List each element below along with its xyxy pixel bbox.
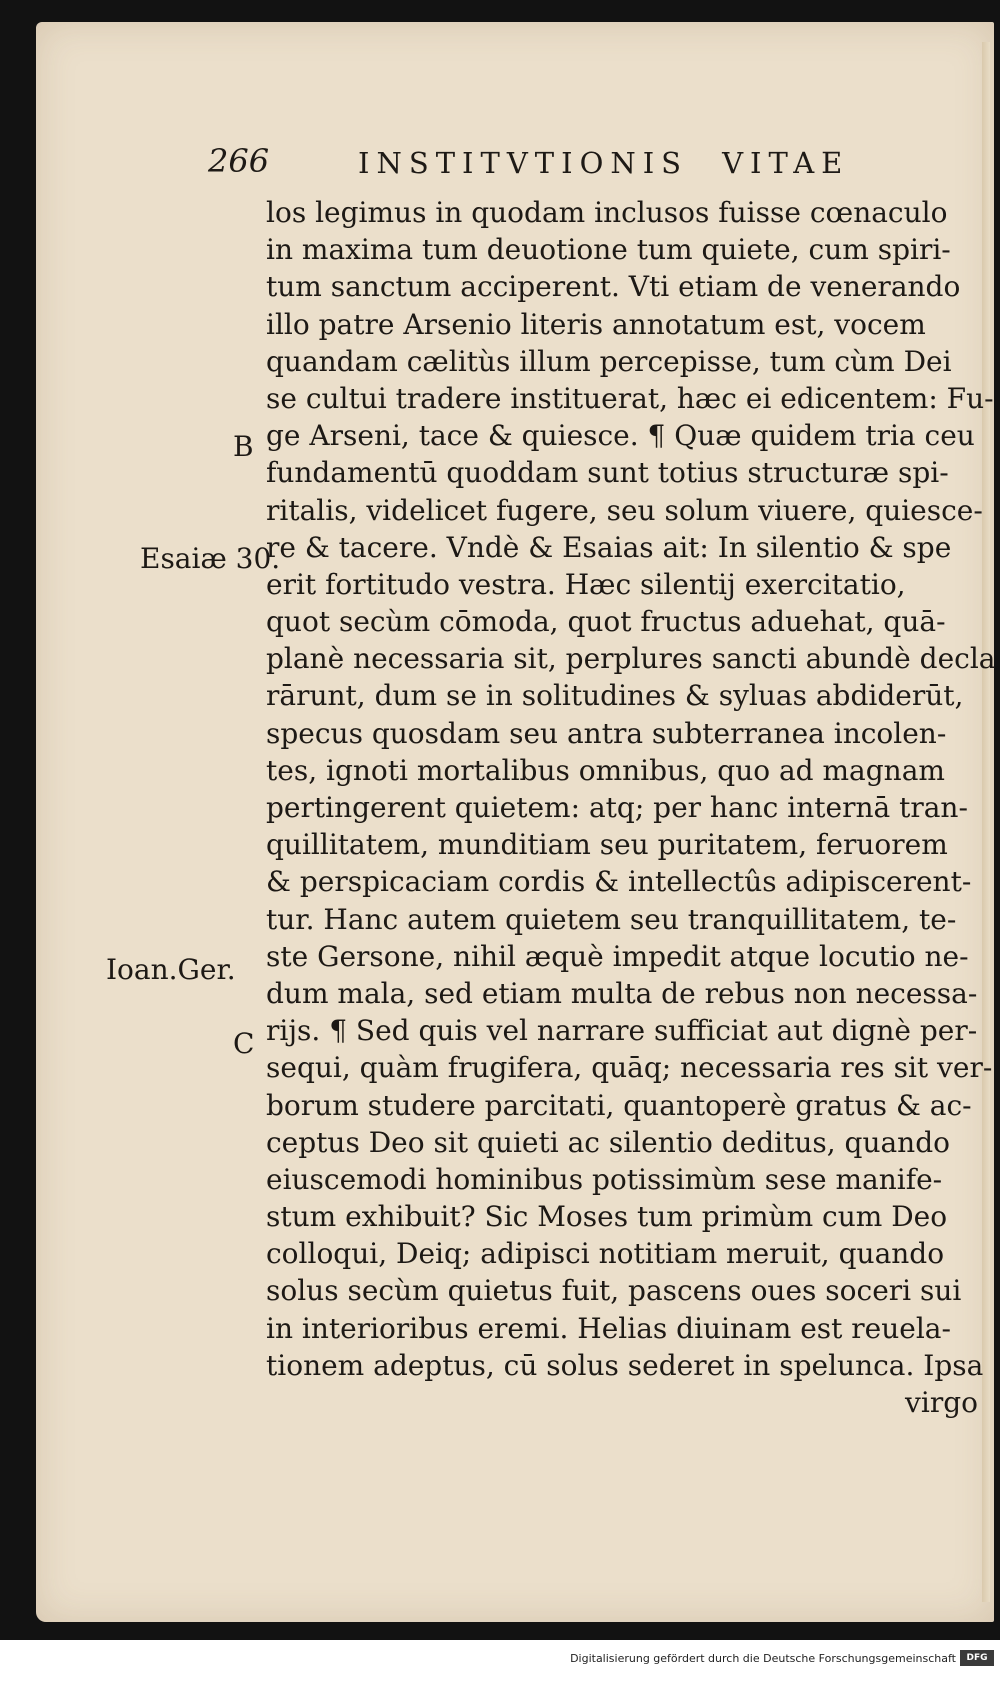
text-line: quillitatem, munditiam seu puritatem, feruorem bbox=[266, 828, 948, 862]
text-line: in interioribus eremi. Helias diuinam est reuela- bbox=[266, 1311, 951, 1345]
body-text bbox=[266, 194, 996, 1421]
text-line: re & tacere. Vndè & Esaias ait: In silentio & spe bbox=[266, 530, 952, 564]
text-line: illo patre Arsenio literis annotatum est, vocem bbox=[266, 307, 926, 341]
text-line: erit fortitudo vestra. Hæc silentij exercitatio, bbox=[266, 567, 906, 601]
margin-note-ioan: Ioan.Ger. bbox=[106, 953, 236, 986]
text-line: sequi, quàm frugifera, quāq; necessaria res sit ver- bbox=[266, 1051, 993, 1085]
text-line: ge Arseni, tace & quiesce. ¶ Quæ quidem tria ceu bbox=[266, 419, 975, 453]
margin-note-esaias: Esaiæ 30. bbox=[140, 542, 281, 575]
margin-mark-b: B bbox=[233, 430, 254, 463]
text-line: quandam cælitùs illum percepisse, tum cùm Dei bbox=[266, 344, 952, 378]
text-line: planè necessaria sit, perplures sancti abundè decla bbox=[266, 642, 996, 676]
text-line: dum mala, sed etiam multa de rebus non necessa- bbox=[266, 976, 978, 1010]
margin-mark-c: C bbox=[233, 1027, 255, 1060]
text-line: quot secùm cōmoda, quot fructus aduehat, quā- bbox=[266, 605, 946, 639]
dfg-logo: DFG bbox=[960, 1650, 994, 1666]
text-line: fundamentū quoddam sunt totius structuræ spi- bbox=[266, 456, 949, 490]
footer-bar bbox=[0, 1640, 1000, 1682]
text-line: tum sanctum acciperent. Vti etiam de venerando bbox=[266, 270, 961, 304]
text-line: ceptus Deo sit quieti ac silentio deditus, quando bbox=[266, 1125, 950, 1159]
text-line: ste Gersone, nihil æquè impedit atque locutio ne- bbox=[266, 939, 969, 973]
text-line: & perspicaciam cordis & intellectûs adipiscerent- bbox=[266, 865, 972, 899]
running-head-right: VITAE bbox=[722, 146, 850, 180]
text-line: rijs. ¶ Sed quis vel narrare sufficiat aut dignè per- bbox=[266, 1014, 978, 1048]
page-number: 266 bbox=[208, 142, 270, 180]
text-line: se cultui tradere instituerat, hæc ei edicentem: Fu- bbox=[266, 381, 994, 415]
text-line: rārunt, dum se in solitudines & syluas abdiderūt, bbox=[266, 679, 964, 713]
text-line: in maxima tum deuotione tum quiete, cum spiri- bbox=[266, 233, 951, 267]
text-line: solus secùm quietus fuit, pascens oues soceri sui bbox=[266, 1274, 962, 1308]
text-line: los legimus in quodam inclusos fuisse cœnaculo bbox=[266, 196, 948, 229]
book-page bbox=[36, 22, 994, 1622]
text-line: borum studere parcitati, quantoperè gratus & ac- bbox=[266, 1088, 972, 1122]
text-line: tes, ignoti mortalibus omnibus, quo ad magnam bbox=[266, 753, 945, 787]
running-head bbox=[358, 146, 849, 180]
text-line: pertingerent quietem: atq; per hanc internā tran- bbox=[266, 791, 968, 824]
running-head-left: INSTITVTIONIS bbox=[358, 146, 689, 180]
text-line: specus quosdam seu antra subterranea incolen- bbox=[266, 716, 947, 750]
text-line: tur. Hanc autem quietem seu tranquillitatem, te- bbox=[266, 902, 957, 936]
text-line: eiuscemodi hominibus potissimùm sese manife- bbox=[266, 1162, 943, 1196]
funding-credit: Digitalisierung gefördert durch die Deutsche Forschungsgemeinschaft bbox=[570, 1652, 956, 1665]
text-line: ritalis, videlicet fugere, seu solum viuere, quiesce- bbox=[266, 493, 983, 527]
catchword: virgo bbox=[905, 1386, 978, 1419]
text-line: colloqui, Deiq; adipisci notitiam meruit, quando bbox=[266, 1237, 945, 1271]
text-line: stum exhibuit? Sic Moses tum primùm cum Deo bbox=[266, 1200, 948, 1234]
text-line: tionem adeptus, cū solus sederet in spelunca. Ipsa bbox=[266, 1348, 984, 1382]
page-header bbox=[36, 142, 994, 192]
